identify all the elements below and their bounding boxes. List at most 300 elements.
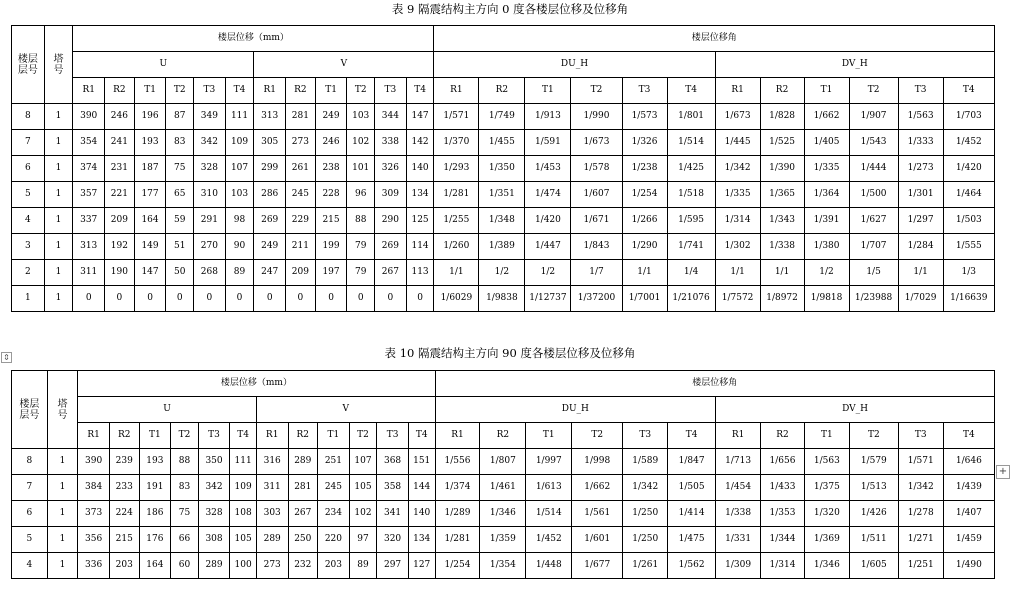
column-header: T2 [572, 423, 623, 449]
value-cell: 311 [256, 475, 288, 501]
value-cell: 111 [225, 104, 254, 130]
value-cell: 308 [198, 527, 230, 553]
value-cell: 1/4 [667, 260, 715, 286]
value-cell: 390 [78, 449, 110, 475]
column-header: T4 [225, 78, 254, 104]
value-cell: 1/673 [571, 130, 622, 156]
table-row [12, 182, 995, 208]
value-cell: 107 [225, 156, 254, 182]
value-cell: 108 [230, 501, 257, 527]
value-cell: 373 [78, 501, 110, 527]
column-header: R1 [256, 423, 288, 449]
value-cell: 1/281 [434, 182, 479, 208]
value-cell: 1/302 [715, 234, 760, 260]
value-cell: 228 [315, 182, 347, 208]
group-du: DU_H [435, 397, 716, 423]
value-cell: 203 [109, 553, 139, 579]
value-cell: 1/913 [525, 104, 571, 130]
value-cell: 316 [256, 449, 288, 475]
value-cell: 1/445 [715, 130, 760, 156]
value-cell: 273 [256, 553, 288, 579]
tower-cell: 1 [44, 234, 73, 260]
value-cell: 1/613 [526, 475, 572, 501]
value-cell: 221 [105, 182, 135, 208]
value-cell: 1/426 [849, 501, 898, 527]
value-cell: 311 [73, 260, 105, 286]
column-header: T2 [171, 423, 199, 449]
column-header: T4 [943, 78, 994, 104]
value-cell: 261 [286, 156, 316, 182]
column-header: T1 [315, 78, 347, 104]
value-cell: 1/297 [898, 208, 943, 234]
value-cell: 350 [198, 449, 230, 475]
value-cell: 273 [286, 130, 316, 156]
floor-cell: 6 [12, 501, 48, 527]
floor-cell: 3 [12, 234, 45, 260]
value-cell: 113 [406, 260, 434, 286]
value-cell: 1/1 [760, 260, 804, 286]
tower-cell: 1 [44, 260, 73, 286]
value-cell: 1/656 [761, 449, 805, 475]
angle-header: 楼层位移角 [435, 371, 995, 397]
value-cell: 192 [105, 234, 135, 260]
floor-cell: 8 [12, 104, 45, 130]
value-cell: 215 [109, 527, 139, 553]
value-cell: 1/828 [760, 104, 804, 130]
value-cell: 79 [347, 234, 375, 260]
value-cell: 286 [254, 182, 286, 208]
value-cell: 1/562 [668, 553, 716, 579]
table-row [12, 208, 995, 234]
value-cell: 147 [134, 260, 166, 286]
value-cell: 0 [134, 286, 166, 312]
value-cell: 176 [139, 527, 171, 553]
value-cell: 1/278 [898, 501, 943, 527]
value-cell: 1/342 [623, 475, 668, 501]
floor-cell: 5 [12, 527, 48, 553]
value-cell: 1/7572 [715, 286, 760, 312]
table-row [12, 156, 995, 182]
column-header: T2 [849, 78, 898, 104]
value-cell: 1/320 [804, 501, 849, 527]
value-cell: 105 [349, 475, 377, 501]
value-cell: 147 [406, 104, 434, 130]
angle-header: 楼层位移角 [434, 26, 995, 52]
column-header: T4 [667, 78, 715, 104]
value-cell: 297 [377, 553, 409, 579]
value-cell: 1/998 [572, 449, 623, 475]
value-cell: 1/1 [434, 260, 479, 286]
value-cell: 1/662 [572, 475, 623, 501]
value-cell: 268 [194, 260, 226, 286]
value-cell: 309 [375, 182, 407, 208]
column-header: T3 [198, 423, 230, 449]
value-cell: 1/293 [434, 156, 479, 182]
column-header: T1 [318, 423, 350, 449]
value-cell: 1/555 [943, 234, 994, 260]
value-cell: 281 [286, 104, 316, 130]
value-cell: 342 [194, 130, 226, 156]
value-cell: 1/350 [479, 156, 525, 182]
column-header: T2 [349, 423, 377, 449]
value-cell: 249 [254, 234, 286, 260]
table-row [12, 475, 995, 501]
value-cell: 250 [288, 527, 318, 553]
column-header: T2 [849, 423, 898, 449]
value-cell: 289 [198, 553, 230, 579]
value-cell: 290 [375, 208, 407, 234]
value-cell: 247 [254, 260, 286, 286]
value-cell: 1/314 [761, 553, 805, 579]
value-cell: 1/335 [804, 156, 849, 182]
value-cell: 238 [315, 156, 347, 182]
group-v: V [254, 52, 434, 78]
value-cell: 1/503 [943, 208, 994, 234]
value-cell: 1/420 [943, 156, 994, 182]
value-cell: 1/266 [622, 208, 667, 234]
value-cell: 151 [408, 449, 435, 475]
value-cell: 239 [109, 449, 139, 475]
value-cell: 1/3 [943, 260, 994, 286]
value-cell: 1/37200 [571, 286, 622, 312]
value-cell: 1/23988 [849, 286, 898, 312]
column-header: T2 [347, 78, 375, 104]
value-cell: 0 [225, 286, 254, 312]
value-cell: 215 [315, 208, 347, 234]
value-cell: 144 [408, 475, 435, 501]
value-cell: 1/346 [480, 501, 526, 527]
value-cell: 1/703 [943, 104, 994, 130]
value-cell: 96 [347, 182, 375, 208]
value-cell: 328 [194, 156, 226, 182]
value-cell: 270 [194, 234, 226, 260]
value-cell: 0 [254, 286, 286, 312]
floor-cell: 4 [12, 208, 45, 234]
value-cell: 368 [377, 449, 409, 475]
value-cell: 1/741 [667, 234, 715, 260]
value-cell: 1/843 [571, 234, 622, 260]
value-cell: 241 [105, 130, 135, 156]
value-cell: 97 [349, 527, 377, 553]
value-cell: 0 [194, 286, 226, 312]
value-cell: 1/801 [667, 104, 715, 130]
value-cell: 125 [406, 208, 434, 234]
table10-caption: 表 10 隔震结构主方向 90 度各楼层位移及位移角 [384, 346, 636, 360]
value-cell: 1/589 [623, 449, 668, 475]
tower-cell: 1 [44, 286, 73, 312]
value-cell: 1/7029 [898, 286, 943, 312]
value-cell: 229 [286, 208, 316, 234]
value-cell: 1/7 [571, 260, 622, 286]
value-cell: 1/425 [667, 156, 715, 182]
value-cell: 0 [375, 286, 407, 312]
value-cell: 305 [254, 130, 286, 156]
value-cell: 336 [78, 553, 110, 579]
value-cell: 0 [286, 286, 316, 312]
value-cell: 313 [254, 104, 286, 130]
value-cell: 341 [377, 501, 409, 527]
column-header: T3 [194, 78, 226, 104]
value-cell: 134 [408, 527, 435, 553]
column-header: R1 [435, 423, 480, 449]
value-cell: 1/250 [623, 501, 668, 527]
value-cell: 1/414 [668, 501, 716, 527]
value-cell: 299 [254, 156, 286, 182]
value-cell: 1/561 [572, 501, 623, 527]
value-cell: 83 [166, 130, 194, 156]
value-cell: 357 [73, 182, 105, 208]
value-cell: 310 [194, 182, 226, 208]
value-cell: 1/453 [525, 156, 571, 182]
value-cell: 1/707 [849, 234, 898, 260]
value-cell: 342 [198, 475, 230, 501]
column-header: T1 [525, 78, 571, 104]
value-cell: 246 [315, 130, 347, 156]
value-cell: 1/671 [571, 208, 622, 234]
value-cell: 0 [105, 286, 135, 312]
value-cell: 98 [225, 208, 254, 234]
group-dv: DV_H [716, 397, 995, 423]
column-header: R2 [286, 78, 316, 104]
floor-cell: 7 [12, 475, 48, 501]
value-cell: 1/254 [435, 553, 480, 579]
value-cell: 1/807 [480, 449, 526, 475]
value-cell: 1/563 [898, 104, 943, 130]
value-cell: 107 [349, 449, 377, 475]
column-header: R1 [434, 78, 479, 104]
value-cell: 1/677 [572, 553, 623, 579]
value-cell: 1/452 [526, 527, 572, 553]
value-cell: 1/12737 [525, 286, 571, 312]
value-cell: 1/673 [715, 104, 760, 130]
column-header: R1 [78, 423, 110, 449]
value-cell: 196 [134, 104, 166, 130]
column-header: T3 [622, 78, 667, 104]
value-cell: 1/433 [761, 475, 805, 501]
value-cell: 320 [377, 527, 409, 553]
value-cell: 193 [139, 449, 171, 475]
value-cell: 289 [256, 527, 288, 553]
value-cell: 1/749 [479, 104, 525, 130]
value-cell: 1/9838 [479, 286, 525, 312]
value-cell: 75 [171, 501, 199, 527]
value-cell: 1/359 [480, 527, 526, 553]
value-cell: 1/511 [849, 527, 898, 553]
value-cell: 1/8972 [760, 286, 804, 312]
tower-cell: 1 [47, 527, 78, 553]
tower-cell: 1 [44, 130, 73, 156]
value-cell: 193 [134, 130, 166, 156]
value-cell: 109 [225, 130, 254, 156]
value-cell: 1/250 [623, 527, 668, 553]
value-cell: 358 [377, 475, 409, 501]
tower-cell: 1 [44, 156, 73, 182]
value-cell: 1/513 [849, 475, 898, 501]
value-cell: 1/601 [572, 527, 623, 553]
value-cell: 140 [408, 501, 435, 527]
column-header: T1 [804, 423, 849, 449]
value-cell: 1/474 [525, 182, 571, 208]
table-row [12, 104, 995, 130]
column-header: T3 [375, 78, 407, 104]
table-row [12, 449, 995, 475]
value-cell: 1/448 [526, 553, 572, 579]
value-cell: 1/447 [525, 234, 571, 260]
column-header: T1 [134, 78, 166, 104]
table9 [11, 25, 995, 312]
group-u: U [78, 397, 257, 423]
value-cell: 1/452 [943, 130, 994, 156]
value-cell: 1/420 [525, 208, 571, 234]
value-cell: 1/997 [526, 449, 572, 475]
value-cell: 338 [375, 130, 407, 156]
value-cell: 1/21076 [667, 286, 715, 312]
value-cell: 1/7001 [622, 286, 667, 312]
value-cell: 1/6029 [434, 286, 479, 312]
value-cell: 234 [318, 501, 350, 527]
value-cell: 356 [78, 527, 110, 553]
value-cell: 1/380 [804, 234, 849, 260]
value-cell: 127 [408, 553, 435, 579]
value-cell: 1/351 [479, 182, 525, 208]
value-cell: 1/342 [898, 475, 943, 501]
value-cell: 1/514 [667, 130, 715, 156]
value-cell: 90 [225, 234, 254, 260]
value-cell: 1/579 [849, 449, 898, 475]
floor-cell: 8 [12, 449, 48, 475]
value-cell: 1/595 [667, 208, 715, 234]
value-cell: 1/578 [571, 156, 622, 182]
value-cell: 197 [315, 260, 347, 286]
floor-cell: 1 [12, 286, 45, 312]
value-cell: 269 [375, 234, 407, 260]
table-row [12, 527, 995, 553]
value-cell: 1/455 [479, 130, 525, 156]
value-cell: 1/9818 [804, 286, 849, 312]
table-row [12, 501, 995, 527]
value-cell: 1/662 [804, 104, 849, 130]
value-cell: 1/375 [804, 475, 849, 501]
value-cell: 1/439 [943, 475, 994, 501]
value-cell: 101 [347, 156, 375, 182]
value-cell: 66 [171, 527, 199, 553]
value-cell: 59 [166, 208, 194, 234]
value-cell: 203 [318, 553, 350, 579]
value-cell: 1/254 [622, 182, 667, 208]
value-cell: 111 [230, 449, 257, 475]
column-header: R2 [479, 78, 525, 104]
value-cell: 100 [230, 553, 257, 579]
value-cell: 1/255 [434, 208, 479, 234]
value-cell: 88 [347, 208, 375, 234]
value-cell: 1/354 [480, 553, 526, 579]
value-cell: 231 [105, 156, 135, 182]
floor-header: 楼层 层号 [12, 371, 48, 449]
add-row-icon[interactable]: + [996, 465, 1010, 479]
value-cell: 233 [109, 475, 139, 501]
value-cell: 142 [406, 130, 434, 156]
value-cell: 390 [73, 104, 105, 130]
column-header: T3 [898, 78, 943, 104]
value-cell: 1/2 [479, 260, 525, 286]
value-cell: 1/2 [804, 260, 849, 286]
value-cell: 1/309 [716, 553, 761, 579]
value-cell: 88 [171, 449, 199, 475]
table-row [12, 234, 995, 260]
value-cell: 269 [254, 208, 286, 234]
value-cell: 1/525 [760, 130, 804, 156]
value-cell: 1/500 [849, 182, 898, 208]
value-cell: 1/607 [571, 182, 622, 208]
floor-header: 楼层 层号 [12, 26, 45, 104]
value-cell: 190 [105, 260, 135, 286]
value-cell: 65 [166, 182, 194, 208]
value-cell: 1/514 [526, 501, 572, 527]
disp-header: 楼层位移（mm） [73, 26, 434, 52]
value-cell: 140 [406, 156, 434, 182]
value-cell: 199 [315, 234, 347, 260]
column-header: T4 [943, 423, 994, 449]
value-cell: 89 [349, 553, 377, 579]
value-cell: 114 [406, 234, 434, 260]
table-row [12, 130, 995, 156]
value-cell: 1/370 [434, 130, 479, 156]
table10 [11, 370, 995, 579]
value-cell: 313 [73, 234, 105, 260]
value-cell: 1/573 [622, 104, 667, 130]
value-cell: 1/364 [804, 182, 849, 208]
column-header: T3 [898, 423, 943, 449]
value-cell: 1/646 [943, 449, 994, 475]
value-cell: 164 [134, 208, 166, 234]
value-cell: 1/261 [623, 553, 668, 579]
value-cell: 245 [286, 182, 316, 208]
table-move-handle-icon[interactable]: ⇕ [1, 352, 12, 363]
value-cell: 1/238 [622, 156, 667, 182]
value-cell: 374 [73, 156, 105, 182]
column-header: T3 [377, 423, 409, 449]
column-header: T1 [526, 423, 572, 449]
column-header: R2 [761, 423, 805, 449]
value-cell: 1/461 [480, 475, 526, 501]
value-cell: 51 [166, 234, 194, 260]
value-cell: 1/331 [716, 527, 761, 553]
column-header: T4 [230, 423, 257, 449]
column-header: T2 [571, 78, 622, 104]
value-cell: 1/1 [898, 260, 943, 286]
tower-cell: 1 [47, 553, 78, 579]
value-cell: 1/338 [716, 501, 761, 527]
tower-cell: 1 [44, 208, 73, 234]
value-cell: 349 [194, 104, 226, 130]
value-cell: 1/505 [668, 475, 716, 501]
value-cell: 1/260 [434, 234, 479, 260]
value-cell: 75 [166, 156, 194, 182]
value-cell: 0 [347, 286, 375, 312]
value-cell: 177 [134, 182, 166, 208]
value-cell: 149 [134, 234, 166, 260]
value-cell: 328 [198, 501, 230, 527]
tower-cell: 1 [47, 501, 78, 527]
value-cell: 1/605 [849, 553, 898, 579]
value-cell: 0 [166, 286, 194, 312]
value-cell: 83 [171, 475, 199, 501]
column-header: T4 [408, 423, 435, 449]
value-cell: 326 [375, 156, 407, 182]
value-cell: 1/343 [760, 208, 804, 234]
value-cell: 1/563 [804, 449, 849, 475]
value-cell: 1/518 [667, 182, 715, 208]
